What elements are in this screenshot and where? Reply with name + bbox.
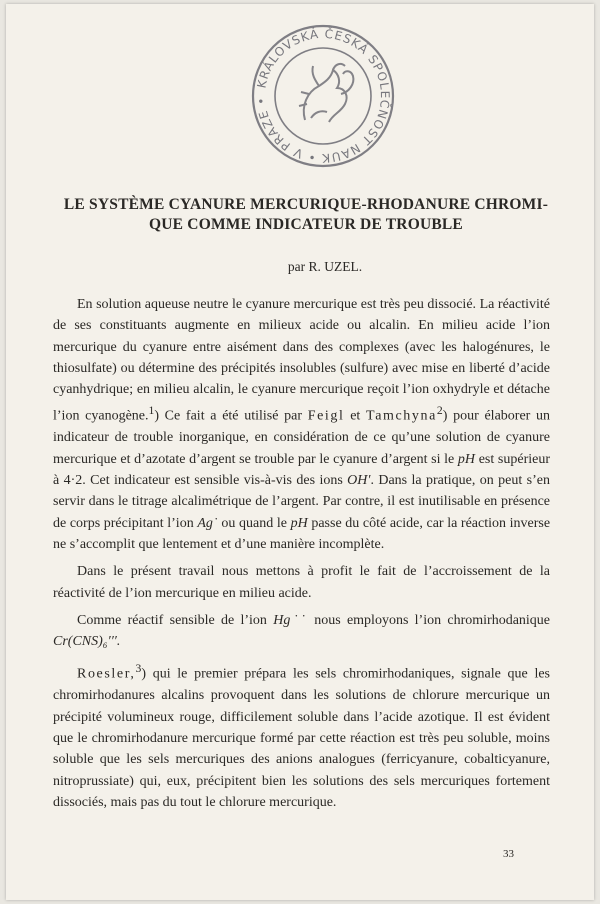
title-line-2: QUE COMME INDICATEUR DE TROUBLE bbox=[149, 216, 463, 233]
paragraph-1: En solution aqueuse neutre le cyanure mercurique est très peu dissocié. La réactivité de ses constituants augmente en milieux acide ou alcalin. En milieu acide l’ion mercurique du cyanure entre aisément dans des complexes (avec les halogénures, le thiosulfate) ou détermine des précipités insolubles (sulfure) avec mise en liberté d’acide cyanhydrique; en milieu alcalin, le cyanure mercurique reçoit l’ion oxhydryle et détache l’ion cyanogène.$^1$) Ce fait a été utilisé par Feigl et Tamchyna$^2$) pour élaborer un indicateur de trouble inorganique, en considération de ce qu’une solution de cyanure mercurique et d’azotate d’argent se trouble par le cyanure d’argent si le pH est supérieur à 4·2. Cet indicateur est sensible vis-à-vis des ions OH′. Dans la pratique, on peut s’en servir dans le titrage alcalimétrique de l’argent. Par contre, il est inutilisable en présence de corps précipitant l’ion Ag˙ ou quand le pH passe du côté acide, car la réaction inverse ne s’accomplit que lentement et d’une manière incomplète. bbox=[53, 297, 551, 552]
chromirhodanide-formula: Cr(CNS)₆′′′. bbox=[53, 634, 121, 650]
ph-symbol: pH bbox=[290, 515, 308, 531]
title-line-1: LE SYSTÈME CYANURE MERCURIQUE-RHODANURE CHROMI- bbox=[63, 196, 549, 213]
paragraph-2: Dans le présent travail nous mettons à profit le fait de l’accroissement de la réactivité de l’ion mercurique en milieu acide. bbox=[53, 564, 550, 601]
author-line: par R. UZEL. bbox=[287, 259, 363, 274]
lion-emblem bbox=[299, 64, 353, 122]
document-page bbox=[6, 4, 594, 900]
footnote-ref-2: 2 bbox=[436, 404, 443, 418]
author-name-feigl: Feigl bbox=[307, 409, 345, 425]
stamp-text: KRÁLOVSKÁ ČESKÁ SPOLEČNOST NAUK • V PRAZE • bbox=[253, 26, 393, 166]
mercury-ion: Hg˙˙ bbox=[273, 612, 308, 628]
silver-ion: Ag˙ bbox=[197, 515, 218, 531]
paragraph-4: Roesler,$^3$) qui le premier prépara les sels chromirhodaniques, signale que les chromirhodanures alcalins provoquent dans les solutions de chlorure mercurique un précipité volumineux rouge, difficilement soluble dans l’acide azotique. Il est évident que le chromirhodanure mercurique formé par cette réaction est très peu soluble, moins soluble que les sels mercuriques des anions analogues (ferricyanure, cobalticyanure, nitroprussiate) qui, eux, précipitent bien les solutions des sels mercuriques fortement dissociés, mais pas du tout le chlorure mercurique. bbox=[53, 662, 550, 810]
author-name-tamchyna: Tamchyna bbox=[366, 409, 437, 425]
ph-symbol: pH bbox=[457, 451, 476, 467]
footnote-ref-3: 3 bbox=[135, 662, 142, 676]
footnote-ref-1: 1 bbox=[148, 404, 155, 418]
paragraph-3: Comme réactif sensible de l’ion Hg˙˙ nous employons l’ion chromirhodanique Cr(CNS)₆′′′. bbox=[53, 612, 551, 650]
hydroxyl-ion: OH′ bbox=[347, 473, 371, 489]
author-name-roesler: Roesler, bbox=[77, 667, 136, 683]
library-stamp bbox=[249, 22, 397, 170]
article-title bbox=[56, 195, 556, 235]
article-body bbox=[53, 294, 550, 819]
page-number: 33 bbox=[503, 848, 514, 860]
